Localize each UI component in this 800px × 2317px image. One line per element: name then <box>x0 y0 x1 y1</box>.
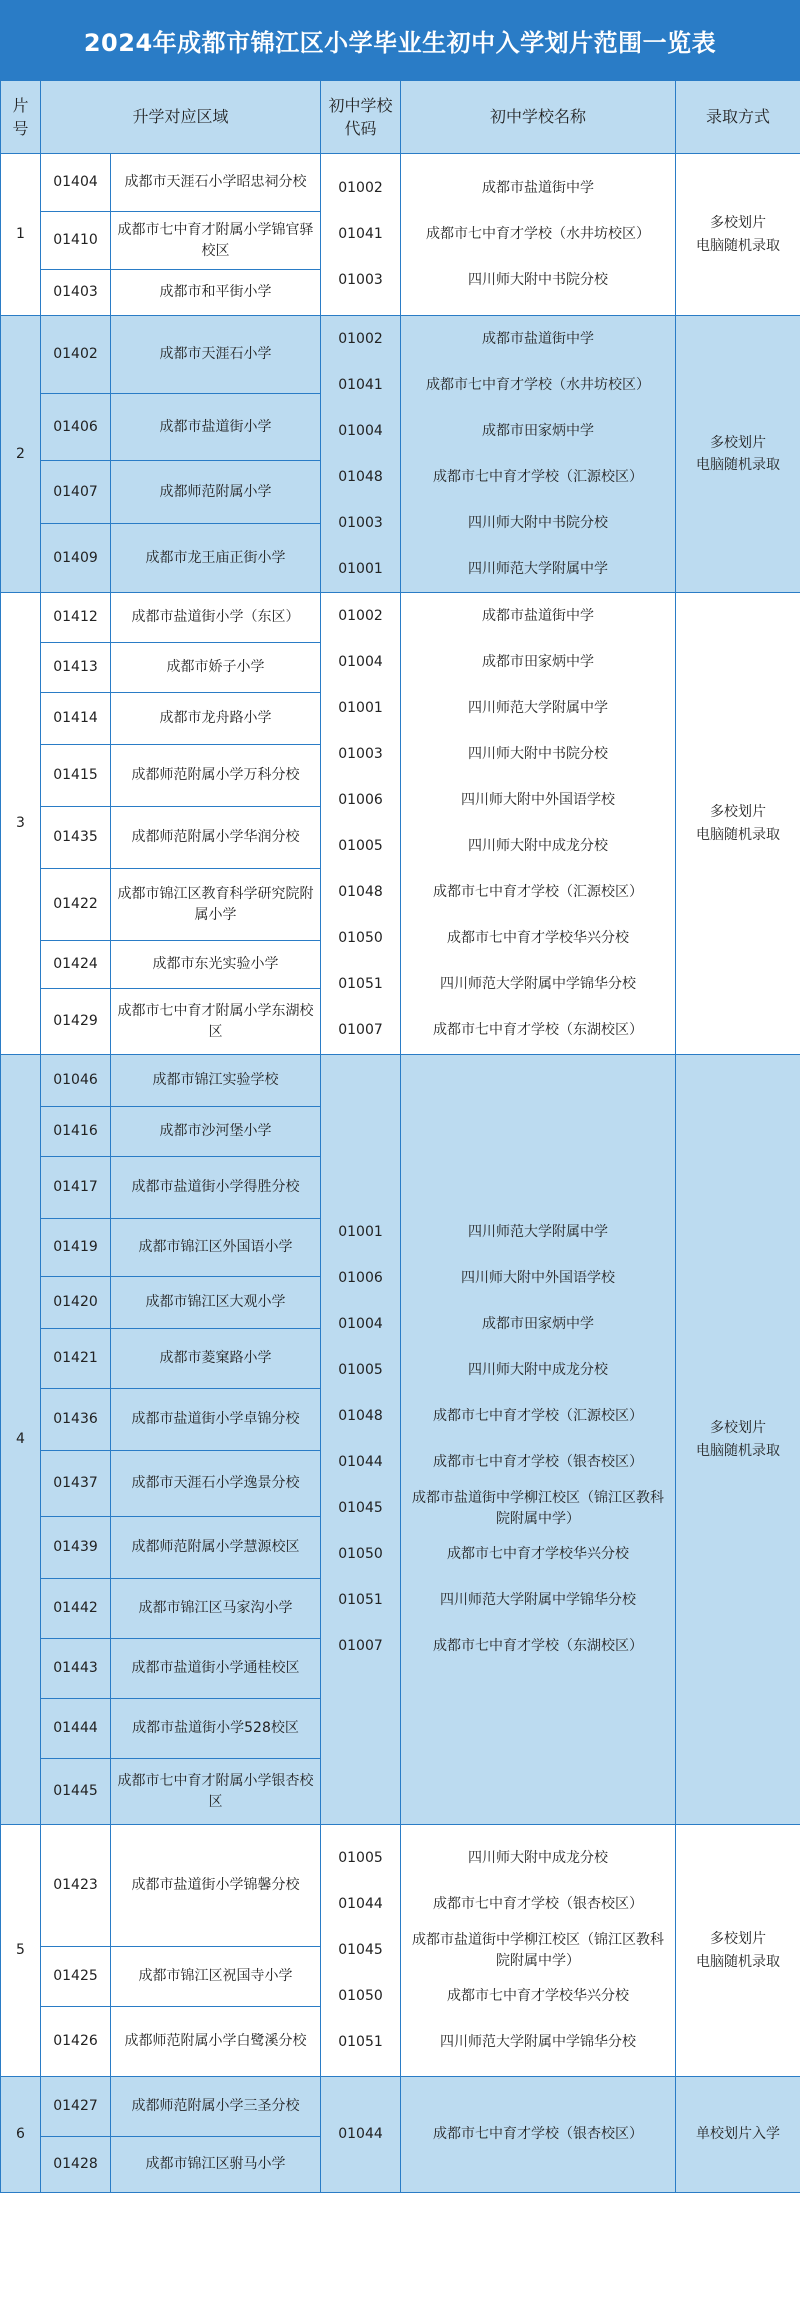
middle-name: 四川师大附中成龙分校 <box>468 1850 609 1867</box>
middle-code: 01007 <box>338 1638 383 1655</box>
primary-code: 01415 <box>41 745 111 807</box>
zone-group <box>1 2077 800 2193</box>
middle-name: 成都市盐道街中学 <box>482 180 595 197</box>
table-row <box>1 2077 800 2137</box>
primary-name: 成都市盐道街小学锦馨分校 <box>111 1825 321 1947</box>
primary-name: 成都市锦江区驸马小学 <box>111 2137 321 2193</box>
primary-name: 成都市娇子小学 <box>111 643 321 693</box>
primary-name: 成都市沙河堡小学 <box>111 1107 321 1157</box>
middle-name: 成都市田家炳中学 <box>482 422 595 439</box>
primary-name: 成都市锦江实验学校 <box>111 1055 321 1107</box>
middle-name: 成都市七中育才学校（汇源校区） <box>433 884 644 901</box>
middle-name: 四川师范大学附属中学锦华分校 <box>440 976 637 993</box>
primary-code: 01403 <box>41 270 111 316</box>
zone-number: 5 <box>1 1825 41 2077</box>
middle-name: 四川师大附中成龙分校 <box>468 1362 609 1379</box>
primary-name: 成都师范附属小学 <box>111 460 321 523</box>
middle-code-cell <box>321 593 401 1055</box>
admission-method <box>676 1055 800 1825</box>
primary-name: 成都市天涯石小学 <box>111 316 321 394</box>
middle-name: 四川师大附中外国语学校 <box>461 1270 616 1287</box>
middle-name: 四川师大附中成龙分校 <box>468 838 609 855</box>
middle-name: 四川师范大学附属中学 <box>468 1224 609 1241</box>
zone-group <box>1 316 800 593</box>
table-header <box>1 81 800 154</box>
middle-name: 成都市七中育才学校（银杏校区） <box>433 1454 644 1471</box>
middle-code-cell <box>321 154 401 316</box>
page-title: 2024年成都市锦江区小学毕业生初中入学划片范围一览表 <box>0 0 800 80</box>
middle-code: 01044 <box>338 1896 383 1913</box>
primary-name: 成都市锦江区祝国寺小学 <box>111 1947 321 2007</box>
middle-name: 四川师范大学附属中学 <box>468 700 609 717</box>
primary-name: 成都市七中育才附属小学银杏校区 <box>111 1759 321 1825</box>
zone-group <box>1 1055 800 1825</box>
method-line: 多校划片 <box>710 434 767 451</box>
zone-number: 1 <box>1 154 41 316</box>
primary-code: 01426 <box>41 2007 111 2077</box>
primary-code: 01442 <box>41 1579 111 1639</box>
middle-name: 成都市七中育才学校华兴分校 <box>447 1988 630 2005</box>
table-row <box>1 593 800 643</box>
middle-code: 01004 <box>338 1316 383 1333</box>
primary-code: 01412 <box>41 593 111 643</box>
zoning-table <box>0 80 800 2193</box>
primary-code: 01406 <box>41 393 111 460</box>
primary-code: 01046 <box>41 1055 111 1107</box>
middle-name: 成都市盐道街中学 <box>482 330 595 347</box>
primary-name: 成都师范附属小学白鹭溪分校 <box>111 2007 321 2077</box>
middle-code: 01003 <box>338 514 383 531</box>
middle-name-cell <box>401 316 676 593</box>
primary-code: 01407 <box>41 460 111 523</box>
middle-code: 01006 <box>338 792 383 809</box>
primary-code: 01413 <box>41 643 111 693</box>
method-line: 多校划片 <box>710 1420 767 1437</box>
zone-number: 2 <box>1 316 41 593</box>
primary-name: 成都市龙王庙正街小学 <box>111 523 321 592</box>
primary-name: 成都师范附属小学三圣分校 <box>111 2077 321 2137</box>
primary-name: 成都市东光实验小学 <box>111 941 321 989</box>
method-line: 电脑随机录取 <box>696 237 781 254</box>
primary-code: 01416 <box>41 1107 111 1157</box>
primary-code: 01424 <box>41 941 111 989</box>
primary-code: 01420 <box>41 1277 111 1329</box>
middle-code: 01041 <box>338 226 383 243</box>
middle-code-cell <box>321 1055 401 1825</box>
middle-name: 四川师范大学附属中学 <box>468 560 609 577</box>
table-row <box>1 1055 800 1107</box>
middle-code: 01050 <box>338 1546 383 1563</box>
primary-code: 01427 <box>41 2077 111 2137</box>
middle-code: 01041 <box>338 376 383 393</box>
table-row <box>1 316 800 394</box>
method-line: 电脑随机录取 <box>696 826 781 843</box>
middle-code: 01003 <box>338 272 383 289</box>
method-line: 多校划片 <box>710 804 767 821</box>
middle-name: 成都市盐道街中学柳江校区（锦江区教科院附属中学） <box>412 1932 665 1969</box>
middle-code-cell <box>321 2077 401 2193</box>
middle-code: 01002 <box>338 330 383 347</box>
admission-method <box>676 593 800 1055</box>
middle-code: 01004 <box>338 654 383 671</box>
primary-name: 成都师范附属小学华润分校 <box>111 807 321 869</box>
middle-code: 01045 <box>338 1500 383 1517</box>
header-zone-no: 片号 <box>1 81 41 154</box>
header-middle-name: 初中学校名称 <box>401 81 676 154</box>
primary-code: 01429 <box>41 989 111 1055</box>
middle-code: 01004 <box>338 422 383 439</box>
primary-code: 01414 <box>41 693 111 745</box>
primary-name: 成都市锦江区外国语小学 <box>111 1219 321 1277</box>
middle-code: 01002 <box>338 608 383 625</box>
header-primary: 升学对应区域 <box>41 81 321 154</box>
middle-code: 01045 <box>338 1942 383 1959</box>
middle-name: 四川师大附中书院分校 <box>468 746 609 763</box>
middle-name: 成都市七中育才学校（汇源校区） <box>433 468 644 485</box>
method-line: 多校划片 <box>710 215 767 232</box>
primary-name: 成都市天涯石小学逸景分校 <box>111 1451 321 1517</box>
primary-code: 01445 <box>41 1759 111 1825</box>
middle-code: 01001 <box>338 1224 383 1241</box>
primary-name: 成都市盐道街小学（东区） <box>111 593 321 643</box>
middle-code: 01006 <box>338 1270 383 1287</box>
admission-method <box>676 1825 800 2077</box>
middle-name: 成都市七中育才学校（水井坊校区） <box>426 376 651 393</box>
admission-method <box>676 2077 800 2193</box>
middle-name: 成都市七中育才学校（银杏校区） <box>433 1896 644 1913</box>
method-line: 电脑随机录取 <box>696 1953 781 1970</box>
middle-name: 四川师大附中书院分校 <box>468 514 609 531</box>
middle-name-cell <box>401 1825 676 2077</box>
primary-name: 成都市盐道街小学 <box>111 393 321 460</box>
admission-method <box>676 154 800 316</box>
admission-method <box>676 316 800 593</box>
middle-code-cell <box>321 316 401 593</box>
middle-code-cell <box>321 1825 401 2077</box>
middle-code: 01050 <box>338 930 383 947</box>
middle-name: 成都市七中育才学校（水井坊校区） <box>426 226 651 243</box>
primary-code: 01410 <box>41 212 111 270</box>
primary-code: 01404 <box>41 154 111 212</box>
primary-code: 01425 <box>41 1947 111 2007</box>
middle-code: 01051 <box>338 976 383 993</box>
middle-name: 成都市七中育才学校（银杏校区） <box>433 2126 644 2143</box>
primary-name: 成都市七中育才附属小学锦官驿校区 <box>111 212 321 270</box>
middle-code: 01005 <box>338 1362 383 1379</box>
primary-code: 01422 <box>41 869 111 941</box>
middle-code: 01007 <box>338 1022 383 1039</box>
table-row <box>1 1825 800 1947</box>
middle-name: 四川师范大学附属中学锦华分校 <box>440 2034 637 2051</box>
header-middle-code: 初中学校代码 <box>321 81 401 154</box>
primary-name: 成都师范附属小学慧源校区 <box>111 1517 321 1579</box>
primary-code: 01423 <box>41 1825 111 1947</box>
zone-number: 6 <box>1 2077 41 2193</box>
middle-name-cell <box>401 593 676 1055</box>
primary-code: 01417 <box>41 1157 111 1219</box>
primary-name: 成都市龙舟路小学 <box>111 693 321 745</box>
middle-name-cell <box>401 2077 676 2193</box>
middle-code: 01048 <box>338 468 383 485</box>
middle-name: 成都市田家炳中学 <box>482 654 595 671</box>
middle-code: 01002 <box>338 180 383 197</box>
middle-code: 01005 <box>338 1850 383 1867</box>
middle-name: 成都市盐道街中学 <box>482 608 595 625</box>
middle-name: 成都市七中育才学校（汇源校区） <box>433 1408 644 1425</box>
primary-name: 成都市锦江区马家沟小学 <box>111 1579 321 1639</box>
middle-code: 01001 <box>338 560 383 577</box>
method-line: 电脑随机录取 <box>696 1442 781 1459</box>
zone-number: 3 <box>1 593 41 1055</box>
header-method: 录取方式 <box>676 81 800 154</box>
primary-name: 成都师范附属小学万科分校 <box>111 745 321 807</box>
middle-name-cell <box>401 154 676 316</box>
primary-code: 01421 <box>41 1329 111 1389</box>
middle-code: 01048 <box>338 884 383 901</box>
primary-name: 成都市盐道街小学得胜分校 <box>111 1157 321 1219</box>
primary-code: 01444 <box>41 1699 111 1759</box>
table-row <box>1 154 800 212</box>
primary-name: 成都市菱窠路小学 <box>111 1329 321 1389</box>
zone-group <box>1 1825 800 2077</box>
primary-code: 01428 <box>41 2137 111 2193</box>
middle-code: 01050 <box>338 1988 383 2005</box>
middle-name: 成都市田家炳中学 <box>482 1316 595 1333</box>
primary-code: 01443 <box>41 1639 111 1699</box>
middle-code: 01048 <box>338 1408 383 1425</box>
primary-code: 01435 <box>41 807 111 869</box>
primary-name: 成都市盐道街小学通桂校区 <box>111 1639 321 1699</box>
primary-code: 01419 <box>41 1219 111 1277</box>
primary-code: 01402 <box>41 316 111 394</box>
middle-code: 01005 <box>338 838 383 855</box>
zone-number: 4 <box>1 1055 41 1825</box>
middle-name: 成都市七中育才学校（东湖校区） <box>433 1638 644 1655</box>
primary-code: 01436 <box>41 1389 111 1451</box>
middle-name: 四川师大附中书院分校 <box>468 272 609 289</box>
middle-code: 01044 <box>338 1454 383 1471</box>
primary-code: 01439 <box>41 1517 111 1579</box>
middle-code: 01003 <box>338 746 383 763</box>
primary-name: 成都市盐道街小学卓锦分校 <box>111 1389 321 1451</box>
middle-name: 成都市盐道街中学柳江校区（锦江区教科院附属中学） <box>412 1490 665 1527</box>
primary-code: 01409 <box>41 523 111 592</box>
middle-code: 01044 <box>338 2126 383 2143</box>
primary-name: 成都市天涯石小学昭忠祠分校 <box>111 154 321 212</box>
middle-name: 成都市七中育才学校华兴分校 <box>447 930 630 947</box>
primary-name: 成都市和平街小学 <box>111 270 321 316</box>
method-line: 单校划片入学 <box>696 2126 781 2143</box>
middle-code: 01051 <box>338 2034 383 2051</box>
zone-group <box>1 154 800 316</box>
primary-code: 01437 <box>41 1451 111 1517</box>
primary-name: 成都市七中育才附属小学东湖校区 <box>111 989 321 1055</box>
middle-code: 01001 <box>338 700 383 717</box>
middle-name: 四川师大附中外国语学校 <box>461 792 616 809</box>
middle-name-cell <box>401 1055 676 1825</box>
middle-name: 成都市七中育才学校（东湖校区） <box>433 1022 644 1039</box>
method-line: 多校划片 <box>710 1931 767 1948</box>
method-line: 电脑随机录取 <box>696 457 781 473</box>
middle-code: 01051 <box>338 1592 383 1609</box>
primary-name: 成都市盐道街小学528校区 <box>111 1699 321 1759</box>
middle-name: 成都市七中育才学校华兴分校 <box>447 1546 630 1563</box>
primary-name: 成都市锦江区大观小学 <box>111 1277 321 1329</box>
zone-group <box>1 593 800 1055</box>
middle-name: 四川师范大学附属中学锦华分校 <box>440 1592 637 1609</box>
primary-name: 成都市锦江区教育科学研究院附属小学 <box>111 869 321 941</box>
